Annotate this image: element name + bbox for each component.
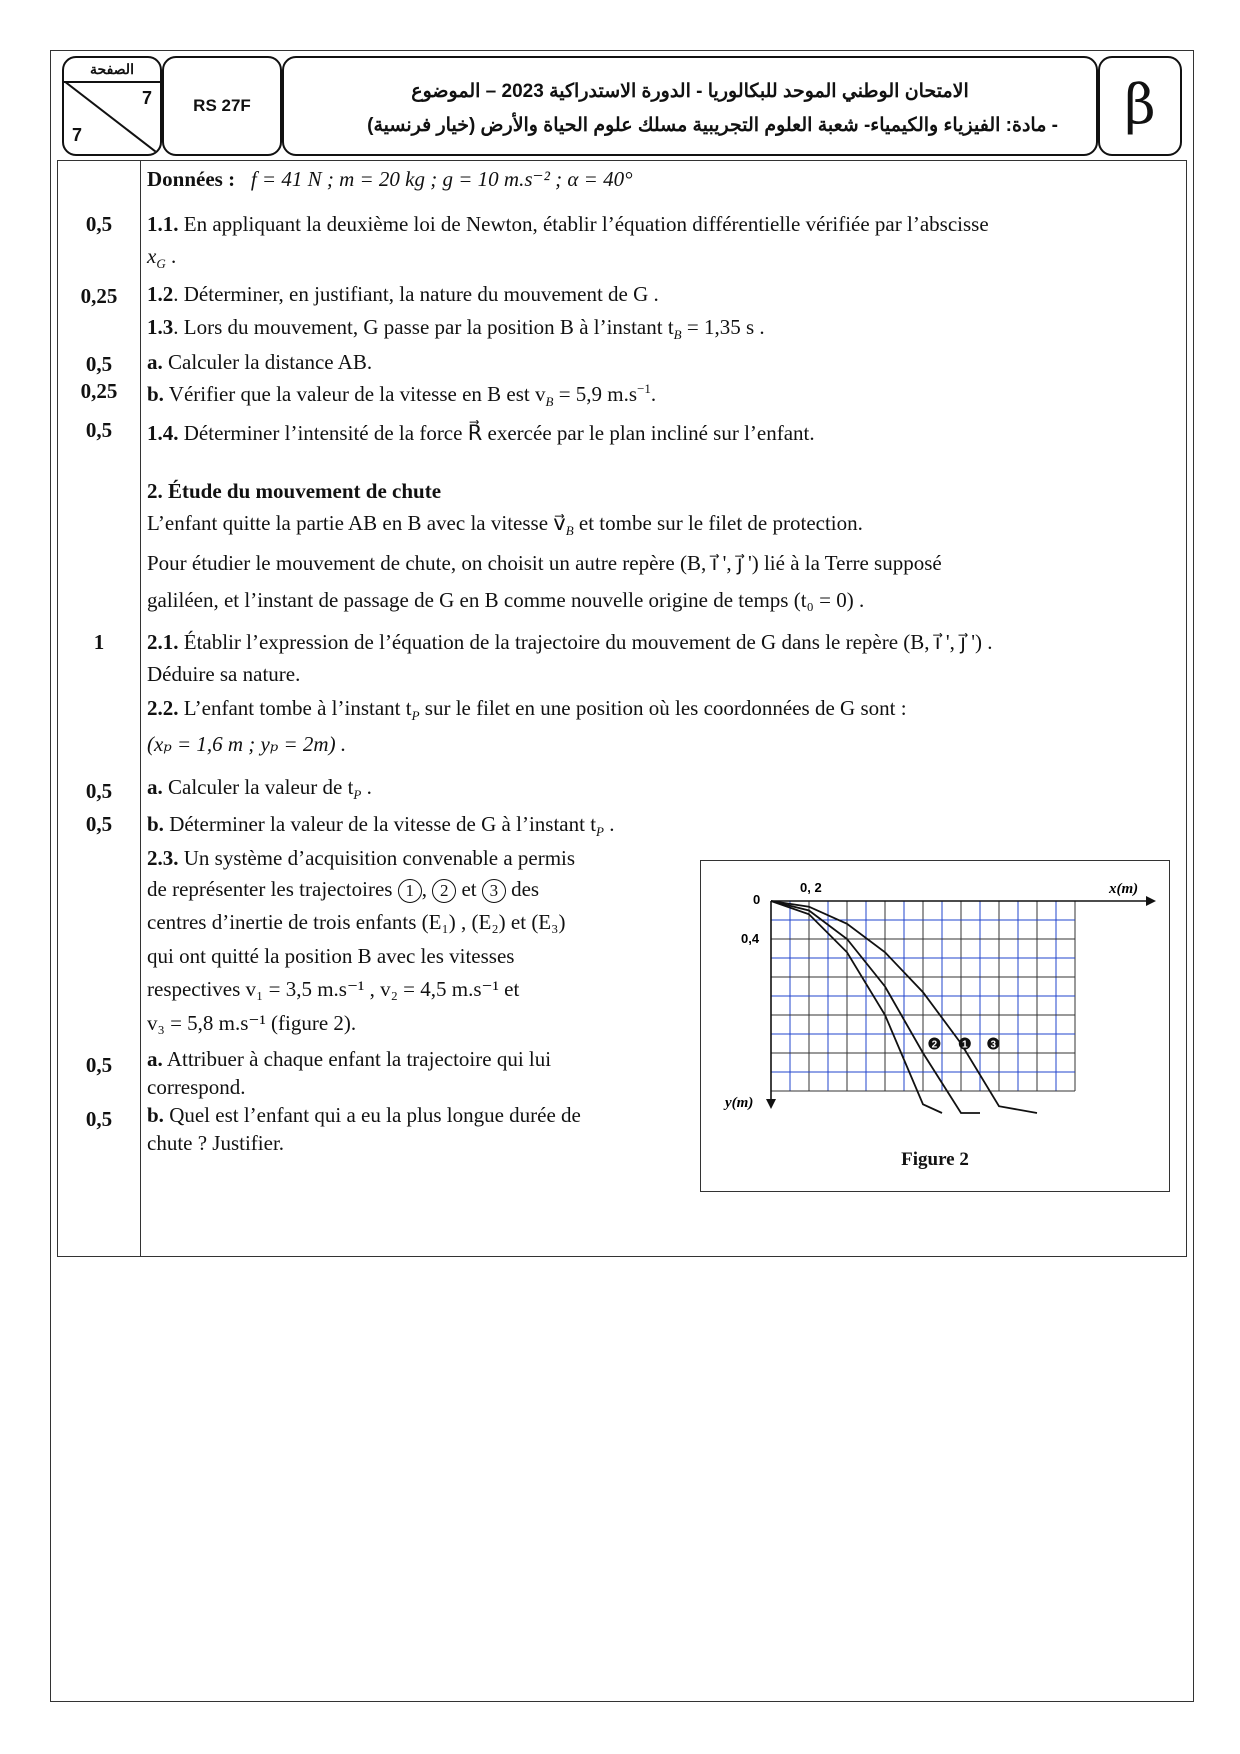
- q2-3-l1: Un système d’acquisition convenable a permis: [178, 846, 576, 870]
- marker-label-3: 3: [990, 1039, 997, 1051]
- question-2-3-l6: v₃ = 5,8 m.s⁻¹ (figure 2).: [147, 1011, 357, 1035]
- q1-1-text: En appliquant la deuxième loi de Newton, établir l’équation différentielle vérifiée par l’abscisse: [183, 212, 989, 236]
- q1-2-text: . Déterminer, en justifiant, la nature du mouvement de G .: [173, 282, 659, 306]
- question-1-1-var: $x_G$ .: [147, 244, 177, 272]
- s2-p1-a: L’enfant quitte la partie AB en B avec la vitesse v⃗: [147, 511, 566, 535]
- q2-2-sub: P: [411, 708, 420, 724]
- q2-3-l2a: de représenter les trajectoires: [147, 877, 398, 901]
- exam-title-line2: - مادة: الفيزياء والكيمياء- شعبة العلوم التجريبية مسلك علوم الحياة والأرض (خيار فرنسية): [367, 115, 1058, 136]
- s2-p1-sub: B: [565, 523, 574, 539]
- q1-4-text: Déterminer l’intensité de la force R⃗ exercée par le plan incliné sur l’enfant.: [178, 421, 815, 445]
- question-1-1: [147, 212, 989, 237]
- trajectory-chart: [701, 861, 1169, 1191]
- section-2-para2a: Pour étudier le mouvement de chute, on choisit un autre repère (B, i⃗ ', j⃗ ') lié à la Terre supposé: [147, 551, 942, 575]
- question-1-3: [147, 315, 765, 343]
- q2-2b-end: .: [603, 812, 615, 836]
- points-1-3b: 0,25: [80, 379, 118, 403]
- s2-p1-b: et tombe sur le filet de protection.: [573, 511, 863, 535]
- y-axis-arrow: [766, 1099, 776, 1109]
- q1-3b-exp: −1: [637, 381, 651, 396]
- question-2-2-coords: (xₚ = 1,6 m ; yₚ = 2m) .: [147, 732, 347, 756]
- points-2-2b: 0,5: [85, 812, 113, 836]
- section-2-para1: [147, 511, 863, 539]
- q2-3b-label: b.: [147, 1103, 164, 1127]
- donnees-values: f = 41 N ; m = 20 kg ; g = 10 m.s⁻² ; α = 40°: [250, 167, 633, 191]
- q2-2-text-b: sur le filet en une position où les coordonnées de G sont :: [419, 696, 907, 720]
- q1-3-value: = 1,35 s .: [681, 315, 765, 339]
- points-1-3a: 0,5: [85, 352, 113, 376]
- q1-2-label: 1.2: [147, 282, 174, 306]
- page-label: الصفحة: [64, 58, 160, 83]
- points-1-4: 0,5: [85, 418, 113, 442]
- marker-label-2: 2: [931, 1039, 938, 1051]
- question-2-3-l2: de représenter les trajectoires 1 , 2 et 3 des: [147, 877, 539, 903]
- circle-1: 1: [398, 879, 422, 903]
- question-2-1: [147, 630, 993, 655]
- origin-label: 0: [753, 892, 761, 907]
- q2-2a-end: .: [361, 775, 372, 799]
- question-2-3b-l2: chute ? Justifier.: [147, 1131, 285, 1155]
- question-2-3-l5: respectives v₁ = 3,5 m.s⁻¹ , v₂ = 4,5 m.s⁻¹ et: [147, 977, 520, 1001]
- chart-markers: [928, 1038, 999, 1051]
- question-2-2b: [147, 812, 614, 840]
- q2-3b-l1: Quel est l’enfant qui a eu la plus longue durée de: [163, 1103, 581, 1127]
- y-axis-label: y(m): [725, 1095, 754, 1111]
- question-2-3-l4: qui ont quitté la position B avec les vitesses: [147, 944, 515, 968]
- q2-3a-label: a.: [147, 1047, 163, 1071]
- points-column-divider: [140, 160, 141, 1257]
- points-2-3b: 0,5: [85, 1107, 113, 1131]
- circle-2: 2: [432, 879, 456, 903]
- q2-2a-sub: P: [353, 787, 362, 803]
- question-1-2: [147, 282, 659, 307]
- exam-code: RS 27F: [162, 56, 282, 156]
- x-tick-label: 0, 2: [800, 880, 822, 895]
- q2-2-text: L’enfant tombe à l’instant t: [178, 696, 412, 720]
- section-2-heading: [147, 479, 441, 504]
- section-2-title: 2. Étude du mouvement de chute: [147, 479, 442, 503]
- points-2-1: 1: [93, 630, 105, 654]
- page-number-box: [62, 56, 162, 156]
- question-2-3-l1: [147, 846, 575, 871]
- exam-title-line1: الامتحان الوطني الموحد للبكالوريا - الدورة الاستدراكية 2023 – الموضوع: [411, 81, 969, 102]
- trajectory-2: [771, 901, 942, 1113]
- q2-1-label: 2.1.: [147, 630, 179, 654]
- q1-1-sub: G: [156, 256, 166, 272]
- q2-1-text: Établir l’expression de l’équation de la trajectoire du mouvement de G dans le repère (B, i⃗ ', j⃗ ') .: [178, 630, 993, 654]
- series-symbol: β: [1098, 56, 1182, 156]
- trajectory-1: [771, 901, 980, 1113]
- question-2-3a-l2: correspond.: [147, 1075, 246, 1099]
- page-total: 7: [72, 125, 83, 145]
- section-2-para2b: galiléen, et l’instant de passage de G en B comme nouvelle origine de temps (t₀ = 0) .: [147, 588, 865, 612]
- donnees-label: Données :: [147, 167, 236, 191]
- q1-3-label: 1.3: [147, 315, 174, 339]
- marker-label-1: 1: [962, 1039, 968, 1051]
- question-2-2: [147, 696, 907, 724]
- q2-3-label: 2.3.: [147, 846, 179, 870]
- circle-3: 3: [482, 879, 506, 903]
- q2-3-des: des: [505, 877, 540, 901]
- question-1-3b: b. Vérifier que la valeur de la vitesse en B est $v_B = 5,9$ $m.s^{-1}$.: [147, 381, 657, 410]
- q2-2a-text: Calculer la valeur de t: [162, 775, 354, 799]
- points-2-3a: 0,5: [85, 1053, 113, 1077]
- question-2-1b: Déduire sa nature.: [147, 662, 301, 686]
- figure-2: [700, 860, 1170, 1192]
- points-1-1: 0,5: [85, 212, 113, 236]
- q2-3-et: et: [456, 877, 482, 901]
- q1-3b-value: = 5,9 m.s: [553, 382, 638, 406]
- q2-2b-sub: P: [596, 824, 604, 840]
- q1-3b-text: Vérifier que la valeur de la vitesse en B est v: [163, 382, 546, 406]
- points-1-2: 0,25: [80, 284, 118, 308]
- q1-3-sub: B: [673, 327, 682, 343]
- chart-grid: [771, 901, 1075, 1091]
- q1-1-label: 1.1.: [147, 212, 179, 236]
- y-tick-label: 0,4: [741, 931, 760, 946]
- q1-4-label: 1.4.: [147, 421, 179, 445]
- question-2-3b-l1: [147, 1103, 581, 1128]
- q1-3b-label: b.: [147, 382, 164, 406]
- q1-3b-sub: B: [545, 394, 554, 410]
- x-axis-arrow: [1146, 896, 1156, 906]
- figure-caption: Figure 2: [901, 1149, 969, 1170]
- q1-3-text: . Lors du mouvement, G passe par la position B à l’instant t: [173, 315, 674, 339]
- exam-title-box: [282, 56, 1098, 156]
- question-1-3a: [147, 350, 372, 375]
- question-1-4: [147, 421, 815, 446]
- question-2-3-l3: centres d’inertie de trois enfants (E₁) , (E₂) et (E₃): [147, 910, 566, 934]
- q1-3a-label: a.: [147, 350, 163, 374]
- q2-2a-label: a.: [147, 775, 163, 799]
- question-2-2a: [147, 775, 372, 803]
- x-axis-label: x(m): [1109, 881, 1139, 897]
- q2-2b-text: Déterminer la valeur de la vitesse de G à l’instant t: [163, 812, 597, 836]
- q2-3a-l1: Attribuer à chaque enfant la trajectoire qui lui: [162, 1047, 552, 1071]
- q1-3a-text: Calculer la distance AB.: [162, 350, 373, 374]
- points-2-2a: 0,5: [85, 779, 113, 803]
- q2-2b-label: b.: [147, 812, 164, 836]
- page-number: 7: [141, 88, 152, 108]
- question-2-3a-l1: [147, 1047, 551, 1072]
- q1-1-var: x: [147, 244, 157, 268]
- q2-2-label: 2.2.: [147, 696, 179, 720]
- donnees-line: [147, 167, 632, 192]
